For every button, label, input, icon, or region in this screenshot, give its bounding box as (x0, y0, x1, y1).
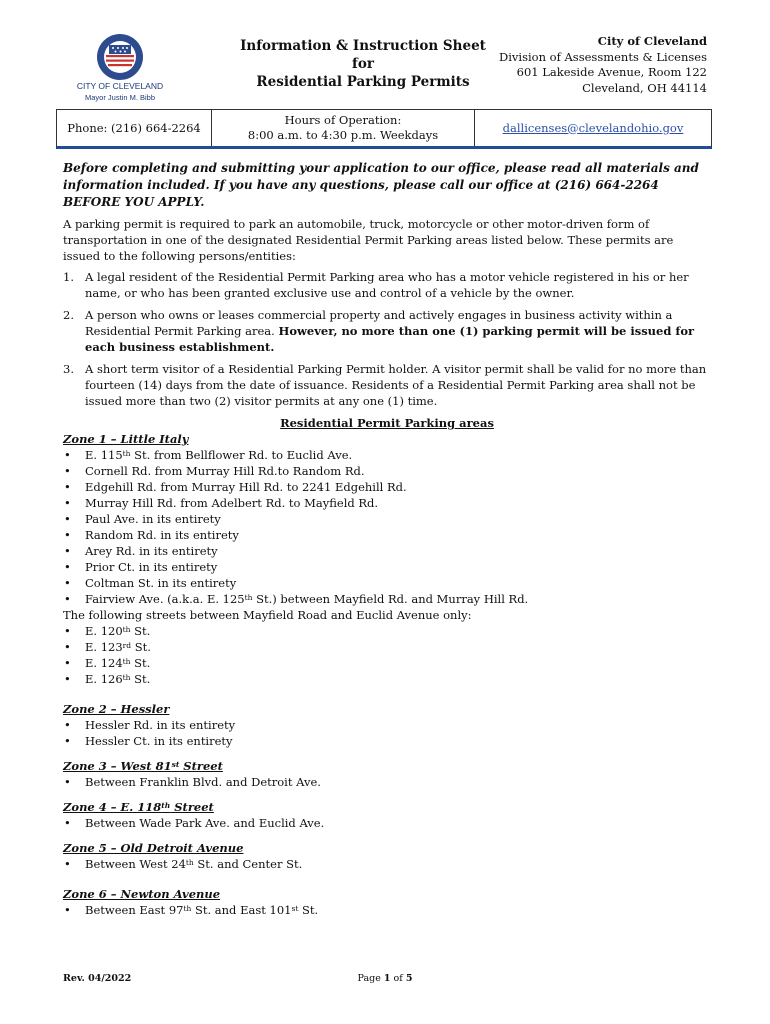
list-item: • Between Franklin Blvd. and Detroit Ave. (63, 774, 711, 790)
list-item: • E. 120th St. (63, 623, 711, 639)
list-item: • Edgehill Rd. from Murray Hill Rd. to 2241 Edgehill Rd. (63, 479, 711, 495)
list-item: • Fairview Ave. (a.k.a. E. 125th St.) between Mayfield Rd. and Murray Hill Rd. (63, 591, 711, 607)
eligibility-list (63, 269, 711, 409)
list-item: • Murray Hill Rd. from Adelbert Rd. to Mayfield Rd. (63, 495, 711, 511)
zone-2-list (63, 717, 711, 749)
address-line-street: 601 Lakeside Avenue, Room 122 (516, 65, 707, 79)
address-line-division: Division of Assessments & Licenses (499, 49, 707, 64)
hours-label: Hours of Operation: (284, 113, 402, 127)
list-item: • Hessler Rd. in its entirety (63, 717, 711, 733)
title-line-2: for (352, 56, 374, 72)
zone-3-title: Zone 3 – West 81st Street (63, 759, 223, 773)
city-seal-icon (96, 33, 144, 81)
page-number: Page 1 of 5 (357, 973, 413, 984)
list-item: • Between East 97th St. and East 101st St. (63, 902, 711, 918)
list-item: • Prior Ct. in its entirety (63, 559, 711, 575)
city-caption (62, 81, 178, 103)
zone-4-title: Zone 4 – E. 118th Street (63, 800, 214, 814)
eligibility-item: 2. A person who owns or leases commercial property and actively engages in business activity within a Residential Permit Parking area. However, no more than one (1) parking permit will be issued for each business establishment. (63, 308, 695, 354)
document-body (63, 160, 711, 918)
zone-3-list (63, 774, 711, 790)
revision-date: Rev. 04/2022 (63, 973, 132, 984)
address-line-zip: Cleveland, OH 44114 (582, 80, 707, 95)
permit-paragraph: A parking permit is required to park an automobile, truck, motorcycle or other motor-driven form of transportation in one of the designated Residential Permit Parking areas listed below. These permits are issued to the following persons/entities: (63, 217, 674, 263)
address-line-city: City of Cleveland (597, 34, 707, 48)
zone-1-numbered-streets (63, 623, 711, 687)
title-line-3: Residential Parking Permits (256, 74, 470, 90)
eligibility-item: 3. A short term visitor of a Residential Parking Permit holder. A visitor permit shall be valid for no more than fourteen (14) days from the date of issuance. Residents of a Residential Permit Parking area shall not be issued more than two (2) visitor permits at any one (1) time. (63, 362, 707, 408)
list-item: • Coltman St. in its entirety (63, 575, 711, 591)
list-item: • Random Rd. in its entirety (63, 527, 711, 543)
hours-value: 8:00 a.m. to 4:30 p.m. Weekdays (247, 128, 439, 142)
phone-cell: Phone: (216) 664-2264 (57, 110, 212, 146)
list-item: • E. 124th St. (63, 655, 711, 671)
eligibility-item: 1. A legal resident of the Residential Permit Parking area who has a motor vehicle registered in his or her name, or who has been granted exclusive use and control of a vehicle by the owner. (63, 270, 689, 300)
zone-6-title: Zone 6 – Newton Avenue (63, 887, 221, 901)
email-link[interactable]: dallicenses@clevelandohio.gov (502, 120, 684, 135)
list-item: • Arey Rd. in its entirety (63, 543, 711, 559)
email-cell (475, 110, 711, 146)
areas-title: Residential Permit Parking areas (280, 416, 494, 430)
zone-2-title: Zone 2 – Hessler (63, 702, 170, 716)
zone-4-list (63, 815, 711, 831)
list-item: • Cornell Rd. from Murray Hill Rd.to Random Rd. (63, 463, 711, 479)
list-item: • Between Wade Park Ave. and Euclid Ave. (63, 815, 711, 831)
zone-1-note: The following streets between Mayfield Road and Euclid Avenue only: (63, 608, 472, 622)
zone-1-list (63, 447, 711, 607)
list-item: • E. 123rd St. (63, 639, 711, 655)
zone-1-title: Zone 1 – Little Italy (63, 432, 189, 446)
office-address (477, 34, 707, 96)
list-item: • Hessler Ct. in its entirety (63, 733, 711, 749)
list-item: • E. 126th St. (63, 671, 711, 687)
zone-6-list (63, 902, 711, 918)
list-item: • Paul Ave. in its entirety (63, 511, 711, 527)
list-item: • E. 115th St. from Bellflower Rd. to Euclid Ave. (63, 447, 711, 463)
document-title (232, 37, 494, 91)
zone-5-list (63, 856, 711, 872)
title-line-1: Information & Instruction Sheet (240, 38, 486, 54)
city-name: CITY OF CLEVELAND (76, 81, 164, 91)
contact-bar (56, 109, 712, 149)
list-item: • Between West 24th St. and Center St. (63, 856, 711, 872)
hours-cell (212, 110, 475, 146)
mayor-name: Mayor Justin M. Bibb (84, 93, 156, 102)
zone-5-title: Zone 5 – Old Detroit Avenue (63, 841, 244, 855)
intro-warning: Before completing and submitting your application to our office, please read all materials and information included. If you have any questions, please call our office at (216) 664-2264 BEFORE YOU APPLY. (63, 161, 699, 209)
